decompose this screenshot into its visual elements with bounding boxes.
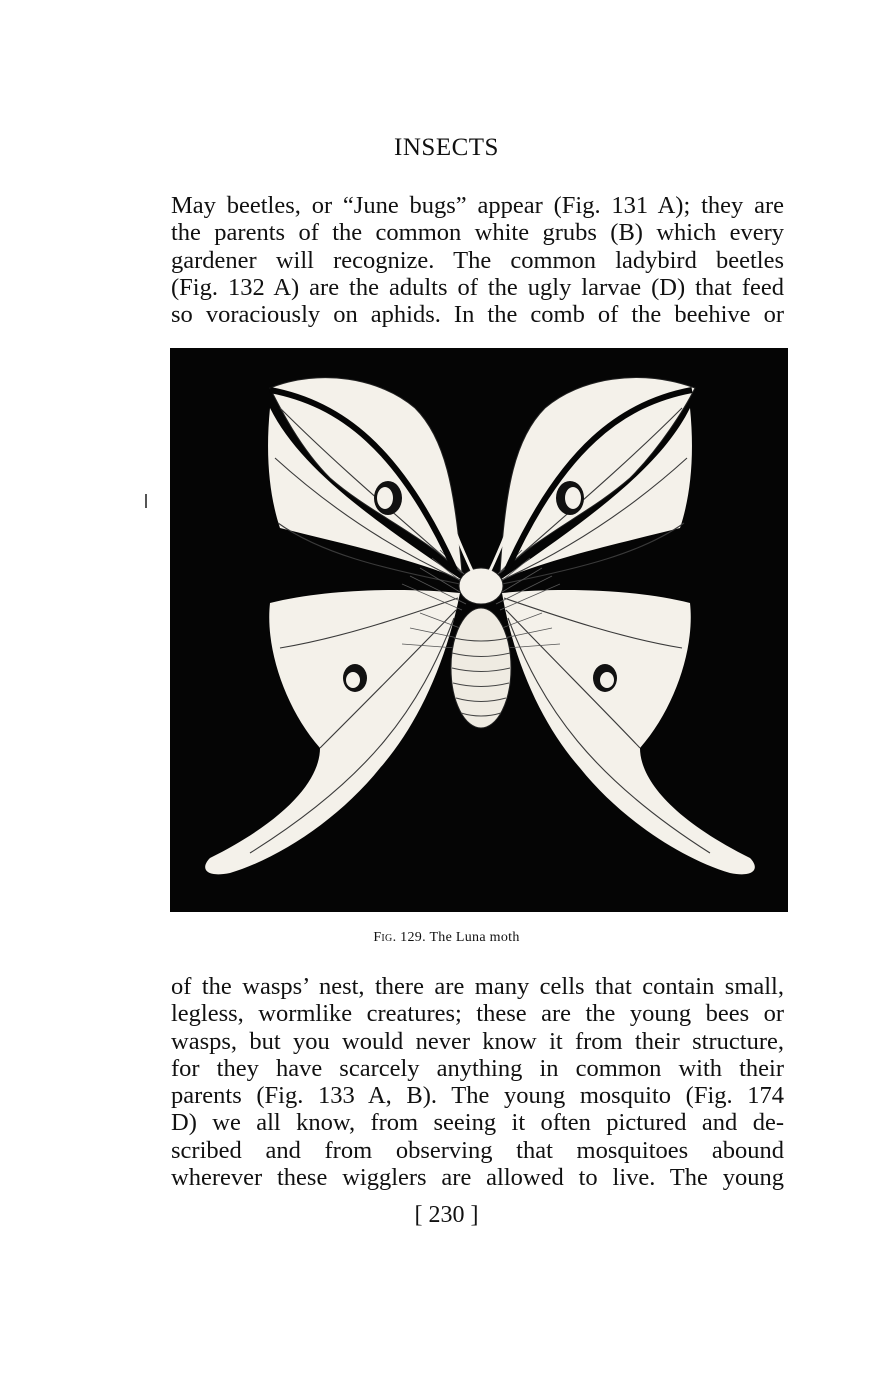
running-head: INSECTS — [394, 134, 499, 161]
luna-moth-illustration — [170, 348, 788, 912]
moth-body — [451, 568, 511, 728]
text-line: D) we all know, from seeing it often pictured and de- — [171, 1109, 784, 1137]
figure-caption — [0, 930, 893, 946]
text-line: May beetles, or “June bugs” appear (Fig. 131 A); they are — [171, 192, 784, 219]
page-number: [ 230 ] — [414, 1202, 479, 1228]
text-line: wasps, but you would never know it from their structure, — [171, 1027, 784, 1055]
eyespot-left-hindwing — [343, 664, 367, 692]
eyespot-right-forewing — [556, 481, 584, 515]
text-line: scribed and from observing that mosquitoes abound — [171, 1136, 784, 1164]
eyespot-left-forewing — [374, 481, 402, 515]
text-line: legless, wormlike creatures; these are the young bees or — [171, 1000, 784, 1028]
text-line: gardener will recognize. The common ladybird beetles — [171, 246, 784, 274]
text-line: wherever these wigglers are allowed to live. The young — [171, 1164, 784, 1192]
text-line: for they have scarcely anything in common with their — [171, 1054, 784, 1082]
margin-mark — [145, 494, 147, 508]
text-line: so voraciously on aphids. In the comb of the beehive or — [171, 301, 784, 329]
text-line: of the wasps’ nest, there are many cells that contain small, — [171, 973, 784, 1000]
paragraph-bottom — [171, 973, 784, 1191]
figure-caption-text: The Luna moth — [429, 930, 520, 945]
eyespot-right-hindwing — [593, 664, 617, 692]
paragraph-top — [171, 192, 784, 328]
text-line: the parents of the common white grubs (B) which every — [171, 219, 784, 247]
figure-label: Fig. 129. — [373, 930, 426, 945]
text-line: parents (Fig. 133 A, B). The young mosquito (Fig. 174 — [171, 1082, 784, 1110]
text-line: (Fig. 132 A) are the adults of the ugly larvae (D) that feed — [171, 273, 784, 301]
